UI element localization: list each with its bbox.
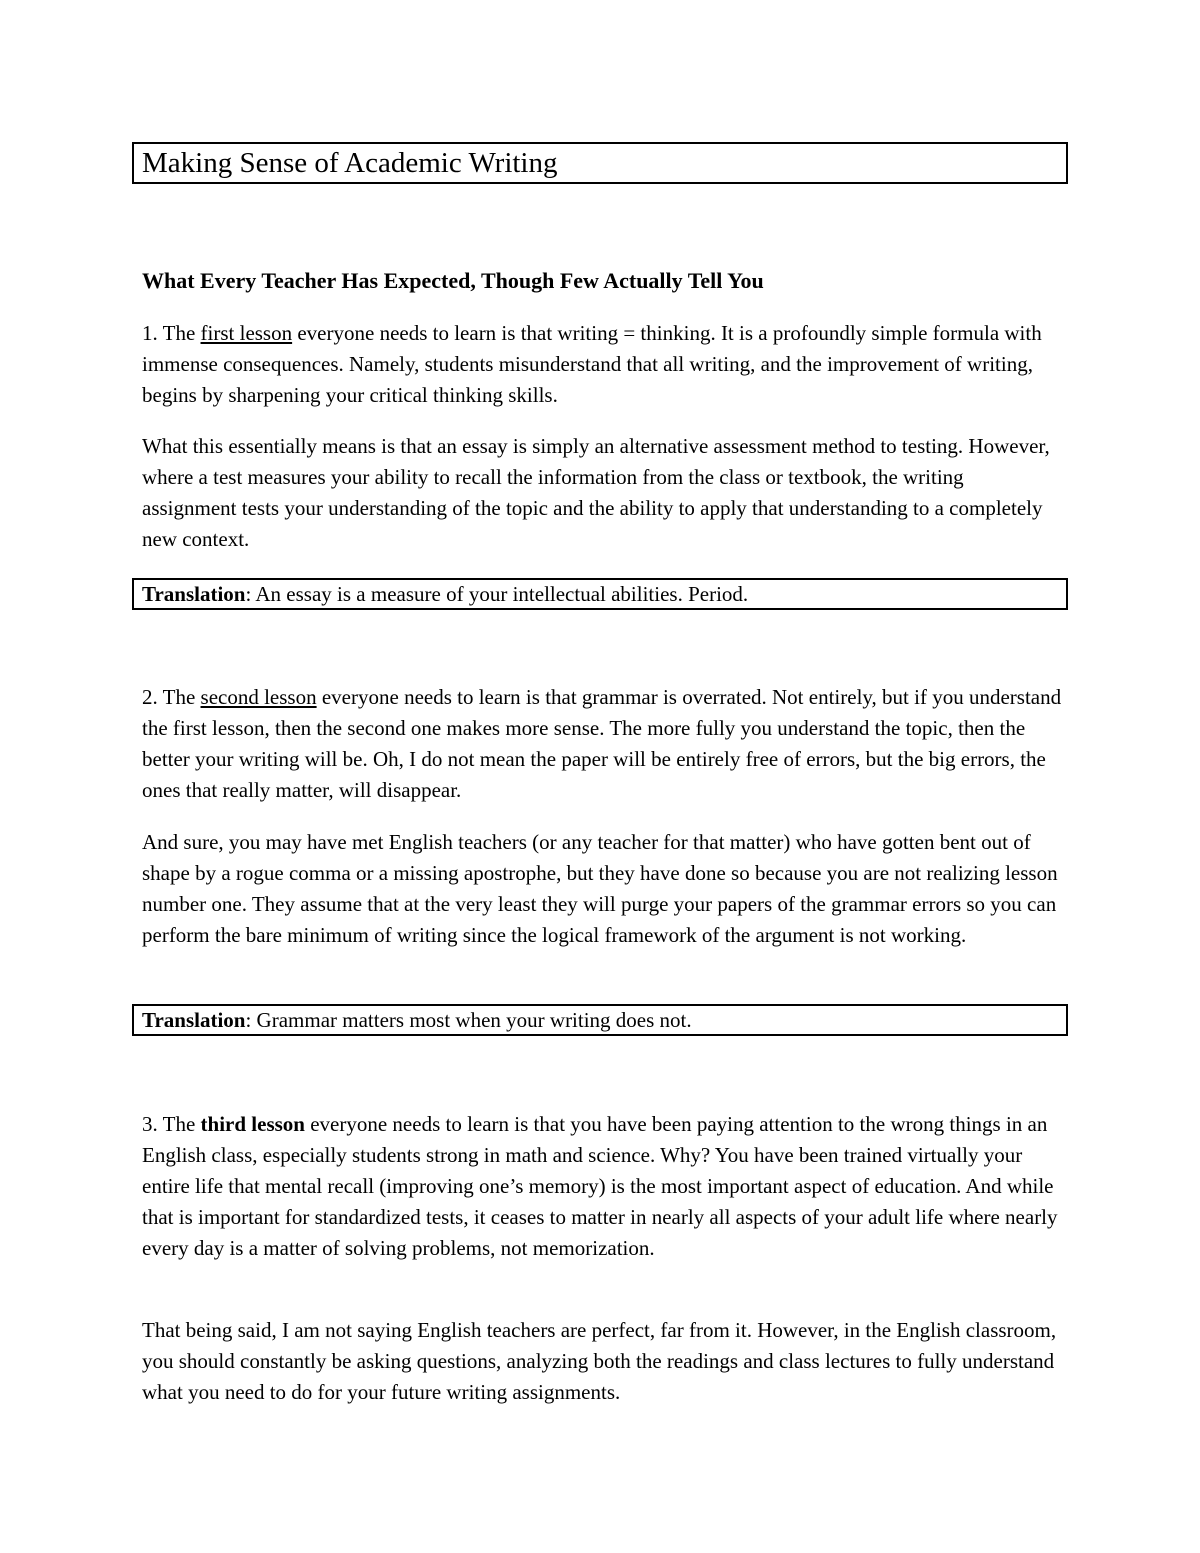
translation-2-text: : Grammar matters most when your writing does not. (245, 1008, 692, 1032)
translation-1 (142, 580, 748, 608)
translation-box-1 (132, 578, 1068, 610)
lesson-2-paragraph-2: And sure, you may have met English teachers (or any teacher for that matter) who have gotten bent out of shape by a rogue comma or a missing apostrophe, but they have done so because you are not realizing lesson number one. They assume that at the very least they will purge your papers of the grammar errors so you can perform the bare minimum of writing since the logical framework of the argument is not working. (142, 830, 1058, 947)
title-box (132, 142, 1068, 184)
lesson-3-paragraph (142, 1109, 1062, 1264)
document-title: Making Sense of Academic Writing (142, 147, 558, 179)
translation-1-text: : An essay is a measure of your intellectual abilities. Period. (245, 582, 749, 606)
translation-1-label: Translation (142, 582, 246, 606)
translation-2 (142, 1006, 692, 1034)
section-heading: What Every Teacher Has Expected, Though Few Actually Tell You (142, 268, 764, 293)
translation-box-2 (132, 1004, 1068, 1036)
lesson-1-prefix: 1. The (142, 321, 201, 345)
lesson-3-prefix: 3. The (142, 1112, 201, 1136)
lesson-2-paragraph (142, 682, 1062, 806)
lesson-1-paragraph (142, 318, 1062, 411)
lesson-2-text: everyone needs to learn is that grammar is overrated. Not entirely, but if you understand the first lesson, then the second one makes more sense. The more fully you understand the topic, then the better your writing will be. Oh, I do not mean the paper will be entirely free of errors, but the big errors, the ones that really matter, will disappear. (142, 685, 1062, 802)
lesson-1-term: first lesson (200, 321, 293, 345)
translation-2-label: Translation (142, 1008, 246, 1032)
lesson-3-paragraph-2: That being said, I am not saying English teachers are perfect, far from it. However, in the English classroom, you should constantly be asking questions, analyzing both the readings and class lectures to fully understand what you need to do for your future writing assignments. (142, 1318, 1057, 1404)
lesson-2-prefix: 2. The (142, 685, 201, 709)
lesson-1-text: everyone needs to learn is that writing = thinking. It is a profoundly simple formula with immense consequences. Namely, students misunderstand that all writing, and the improvement of writing, begins by sharpening your critical thinking skills. (142, 321, 1042, 407)
lesson-3-text: everyone needs to learn is that you have been paying attention to the wrong things in an English class, especially students strong in math and science. Why? You have been trained virtually your entire life that mental recall (improving one’s memory) is the most important aspect of education. And while that is important for standardized tests, it ceases to matter in nearly all aspects of your adult life where nearly every day is a matter of solving problems, not memorization. (142, 1112, 1058, 1260)
lesson-3-term: third lesson (200, 1112, 305, 1136)
lesson-1-paragraph-2: What this essentially means is that an essay is simply an alternative assessment method to testing. However, where a test measures your ability to recall the information from the class or textbook, the writing assignment tests your understanding of the topic and the ability to apply that understanding to a completely new context. (142, 434, 1050, 551)
lesson-2-term: second lesson (200, 685, 317, 709)
